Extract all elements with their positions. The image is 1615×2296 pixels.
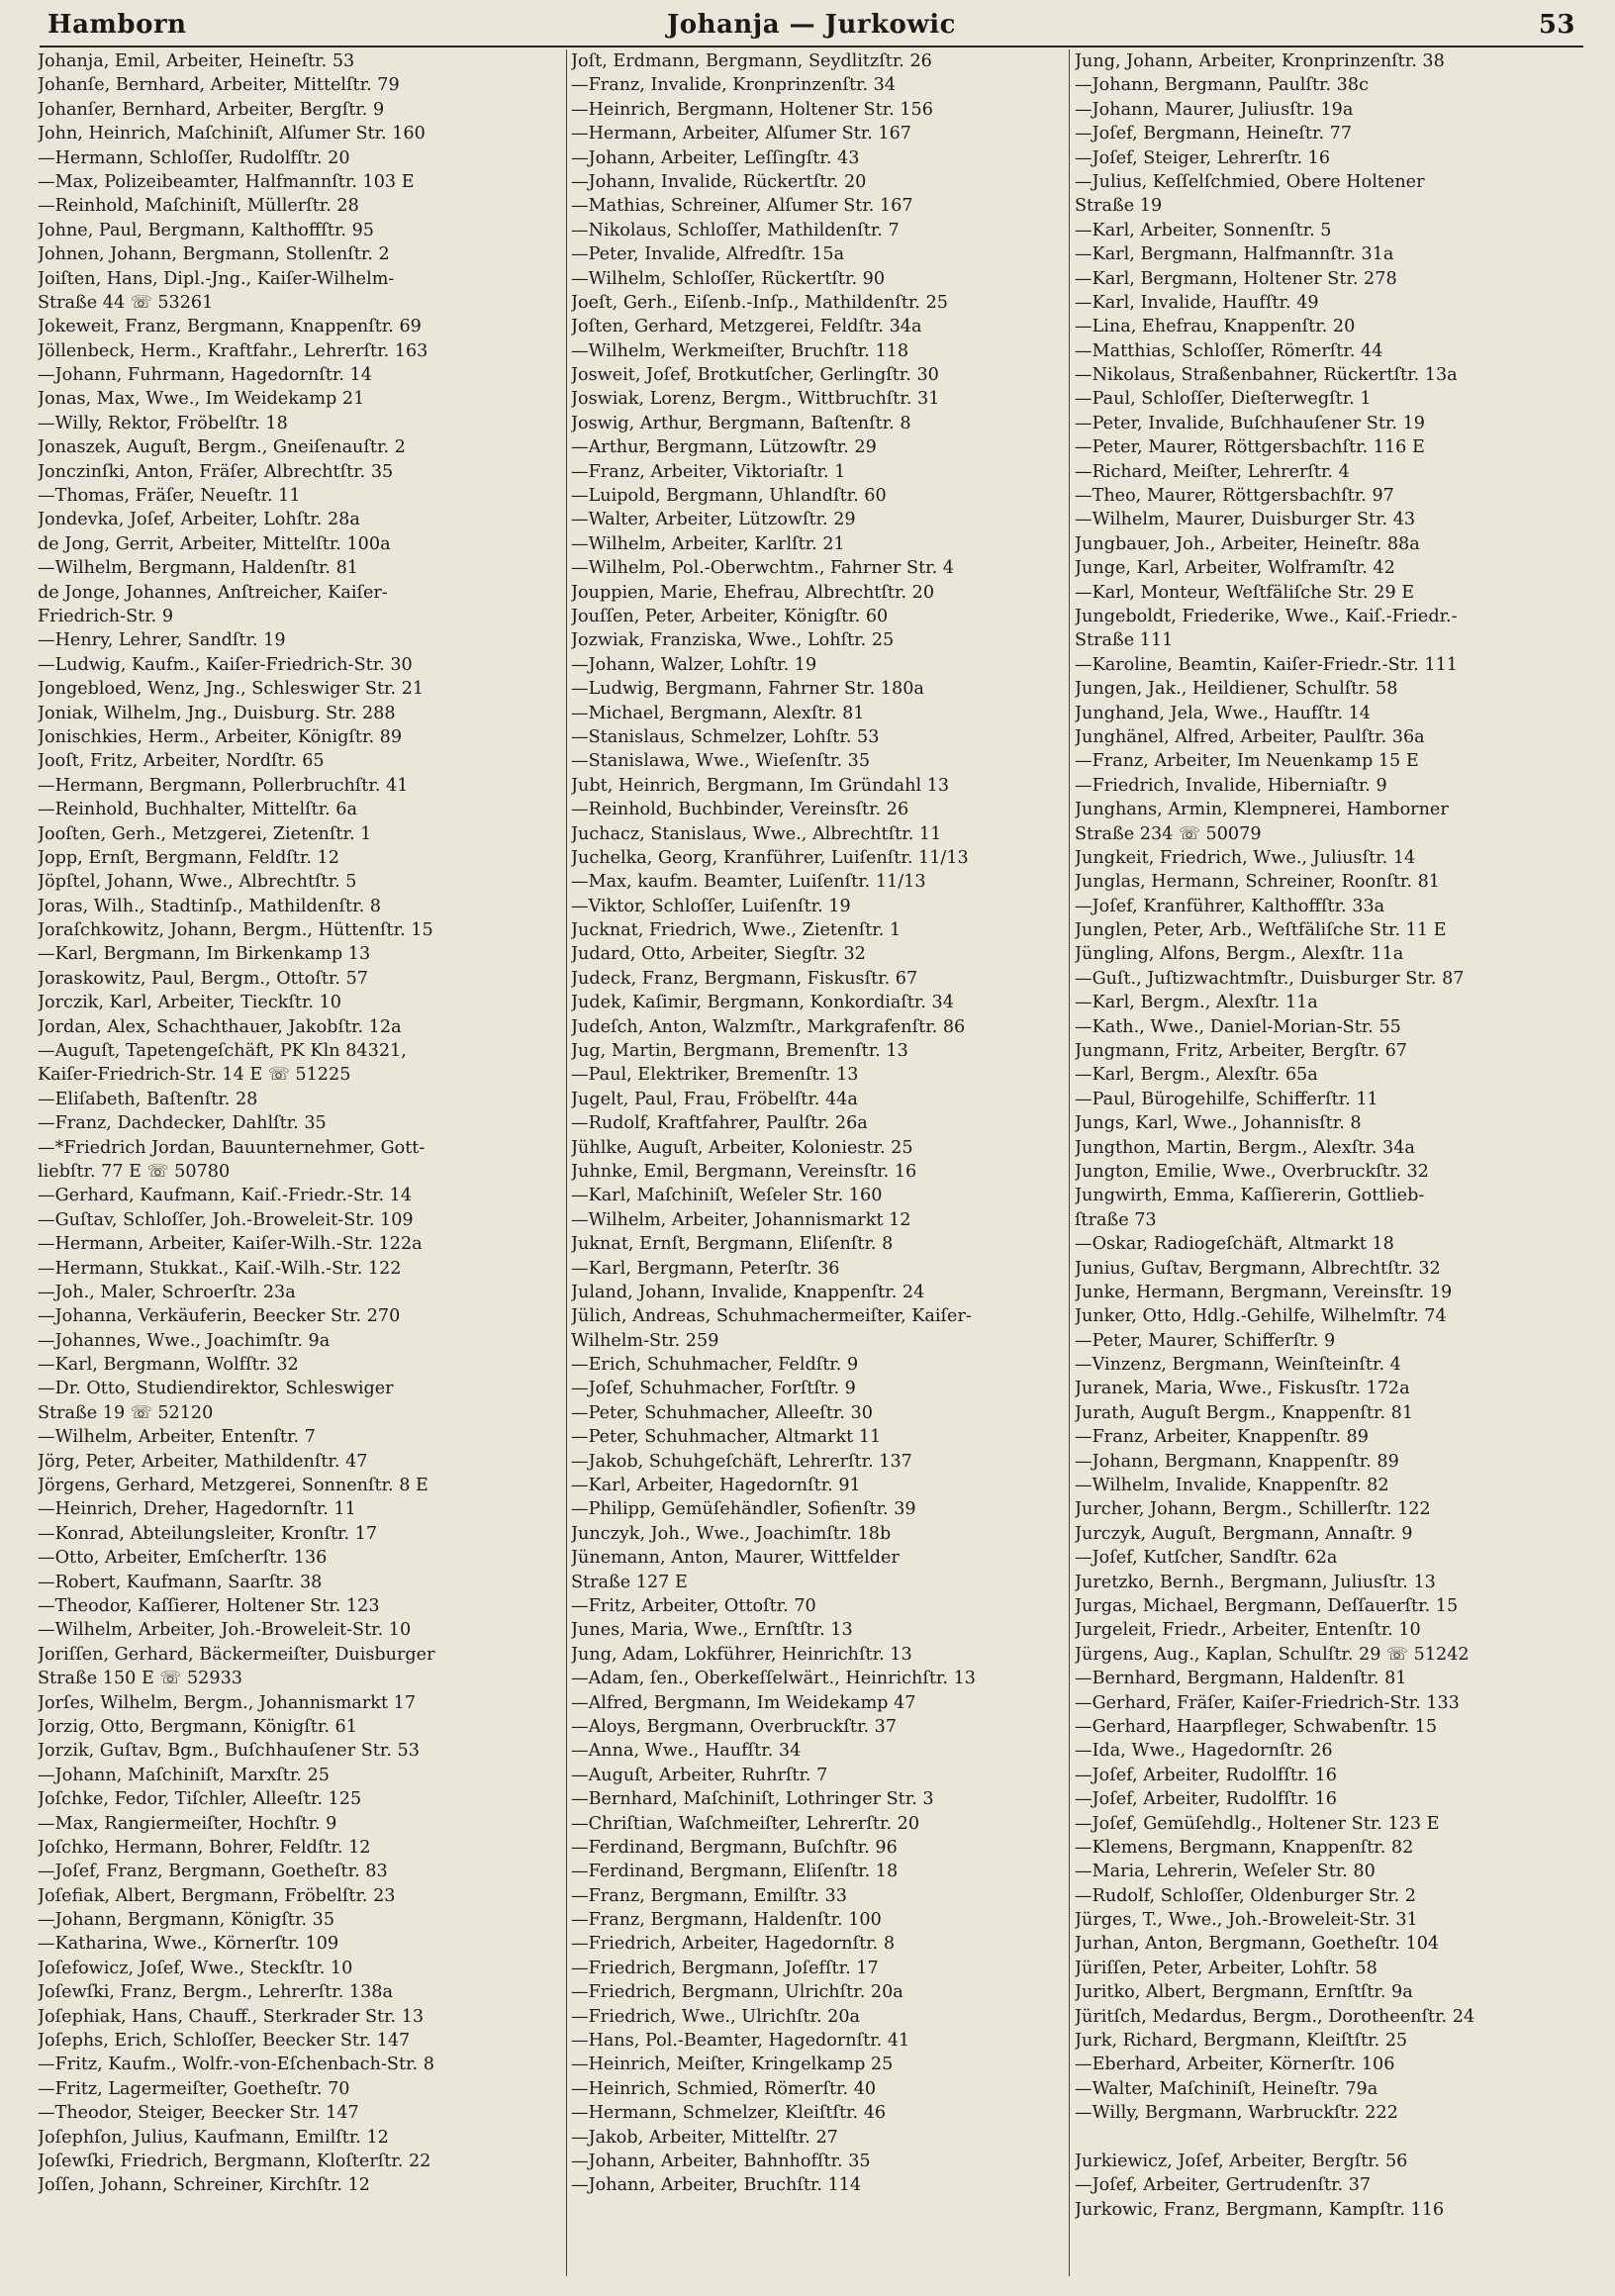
directory-entry: —Karl, Arbeiter, Sonnenſtr. 5 [1075, 220, 1332, 240]
directory-entry: —Aloys, Bergmann, Overbruckſtr. 37 [571, 1716, 898, 1737]
directory-entry: —Hermann, Arbeiter, Alſumer Str. 167 [571, 124, 911, 144]
directory-entry: —Heinrich, Dreher, Hagedornſtr. 11 [38, 1499, 356, 1520]
directory-entry: Jüritſch, Medardus, Bergm., Dorotheenſtr. 24 [1075, 2006, 1475, 2027]
directory-entry: —Friedrich, Invalide, Hiberniaſtr. 9 [1075, 775, 1387, 796]
directory-entry: Jurgeleit, Friedr., Arbeiter, Entenſtr. 10 [1075, 1620, 1421, 1641]
directory-entry: Johanſer, Bernhard, Arbeiter, Bergſtr. 9 [38, 99, 385, 120]
directory-entry: Jondevka, Joſef, Arbeiter, Lohſtr. 28a [38, 510, 360, 530]
directory-entry: John, Heinrich, Maſchiniſt, Alſumer Str. 160 [38, 124, 426, 144]
directory-entry: —Gerhard, Haarpfleger, Schwabenſtr. 15 [1075, 1716, 1438, 1737]
directory-entry: —Maria, Lehrerin, Weſeler Str. 80 [1075, 1862, 1376, 1882]
directory-entry: Jubt, Heinrich, Bergmann, Im Gründahl 13 [571, 775, 950, 796]
directory-entry: Jorzik, Guſtav, Bgm., Buſchhauſener Str. 53 [38, 1741, 420, 1762]
directory-entry: —Wilhelm, Invalide, Knappenſtr. 82 [1075, 1476, 1389, 1496]
directory-entry: —Nikolaus, Schloſſer, Mathildenſtr. 7 [571, 220, 900, 240]
directory-entry: Jungs, Karl, Wwe., Johannisſtr. 8 [1075, 1113, 1362, 1134]
directory-entry: de Jonge, Johannes, Anſtreicher, Kaiſer- [38, 582, 388, 603]
directory-entry: —Philipp, Gemüſehändler, Sofienſtr. 39 [571, 1499, 916, 1520]
directory-entry: Straße 111 [1075, 630, 1174, 651]
directory-entry: Kaiſer-Friedrich-Str. 14 E ☏ 51225 [38, 1065, 351, 1086]
directory-entry: Judard, Otto, Arbeiter, Siegſtr. 32 [571, 944, 866, 965]
directory-entry: —Franz, Bergmann, Haldenſtr. 100 [571, 1910, 882, 1931]
directory-entry: Joraſchkowitz, Johann, Bergm., Hüttenſtr. 15 [38, 920, 433, 941]
running-head: Johanja — Jurkowic [666, 10, 956, 40]
directory-entry: —Henry, Lehrer, Sandſtr. 19 [38, 630, 286, 651]
directory-entry: Joraskowitz, Paul, Bergm., Ottoſtr. 57 [38, 968, 368, 989]
directory-entry: —Friedrich, Wwe., Ulrichſtr. 20a [571, 2006, 861, 2027]
directory-entry: —Peter, Invalide, Alfredſtr. 15a [571, 244, 845, 265]
directory-entry: Jokeweit, Franz, Bergmann, Knappenſtr. 69 [38, 317, 422, 337]
directory-entry: —Jakob, Schuhgeſchäft, Lehrerſtr. 137 [571, 1451, 912, 1472]
directory-entry: —Fritz, Kaufm., Wolfr.-von-Eſchenbach-Str. 8 [38, 2055, 434, 2075]
directory-entry [1075, 2126, 1607, 2150]
directory-entry: Jongebloed, Wenz, Jng., Schleswiger Str. 21 [38, 679, 425, 700]
directory-entry: de Jong, Gerrit, Arbeiter, Mittelſtr. 100a [38, 533, 391, 554]
directory-entry: —Bernhard, Maſchiniſt, Lothringer Str. 3 [571, 1789, 934, 1810]
directory-entry: —Friedrich, Arbeiter, Hagedornſtr. 8 [571, 1934, 896, 1955]
directory-entry: —Walter, Maſchiniſt, Heineſtr. 79a [1075, 2078, 1378, 2099]
directory-entry: —Chriſtian, Waſchmeiſter, Lehrerſtr. 20 [571, 1813, 920, 1834]
directory-entry: liebſtr. 77 E ☏ 50780 [38, 1161, 231, 1182]
directory-entry: —Mathias, Schreiner, Alſumer Str. 167 [571, 196, 913, 217]
directory-entry: —Johann, Arbeiter, Leſſingſtr. 43 [571, 147, 860, 168]
directory-entry: —Adam, ſen., Oberkeſſelwärt., Heinrichſtr. 13 [571, 1669, 976, 1689]
directory-entry: Jonaszek, Auguſt, Bergm., Gneiſenauſtr. 2 [38, 437, 406, 458]
directory-entry: —Karoline, Beamtin, Kaiſer-Friedr.-Str. 111 [1075, 654, 1458, 675]
directory-entry: —Anna, Wwe., Haufſtr. 34 [571, 1741, 802, 1762]
directory-entry: —Hermann, Stukkat., Kaiſ.-Wilh.-Str. 122 [38, 1258, 402, 1279]
column-divider [1069, 49, 1070, 2276]
directory-entry: —Matthias, Schloſſer, Römerſtr. 44 [1075, 340, 1383, 361]
directory-entry: Jorſes, Wilhelm, Bergm., Johannismarkt 17 [38, 1692, 417, 1713]
directory-entry: Joras, Wilh., Stadtinſp., Mathildenſtr. 8 [38, 896, 381, 916]
directory-entry: —Kath., Wwe., Daniel-Morian-Str. 55 [1075, 1016, 1401, 1037]
directory-entry: Jozwiak, Franziska, Wwe., Lohſtr. 25 [571, 630, 895, 651]
directory-entry: —Heinrich, Schmied, Römerſtr. 40 [571, 2078, 877, 2099]
directory-entry: Jungton, Emilie, Wwe., Overbruckſtr. 32 [1075, 1161, 1429, 1182]
directory-entry: —Bernhard, Bergmann, Haldenſtr. 81 [1075, 1669, 1407, 1689]
directory-entry: —Arthur, Bergmann, Lützowſtr. 29 [571, 437, 877, 458]
directory-entry: Joſſen, Johann, Schreiner, Kirchſtr. 12 [38, 2175, 370, 2196]
directory-entry: —Karl, Maſchiniſt, Weſeler Str. 160 [571, 1186, 883, 1206]
directory-entry: Jungen, Jak., Heildiener, Schulſtr. 58 [1075, 679, 1398, 700]
directory-entry: Junius, Guſtav, Bergmann, Albrechtſtr. 32 [1075, 1258, 1441, 1279]
directory-entry: —Karl, Bergmann, Holtener Str. 278 [1075, 268, 1397, 289]
directory-entry: —Jakob, Arbeiter, Mittelſtr. 27 [571, 2127, 838, 2148]
directory-entry: —Franz, Invalide, Kronprinzenſtr. 34 [571, 75, 897, 96]
directory-entry: Wilhelm-Str. 259 [571, 1330, 719, 1351]
directory-entry: Jüriſſen, Peter, Arbeiter, Lohſtr. 58 [1075, 1958, 1378, 1978]
directory-entry: Jöllenbeck, Herm., Kraftfahr., Lehrerſtr. 163 [38, 340, 428, 361]
directory-entry: —Johann, Walzer, Lohſtr. 19 [571, 654, 817, 675]
directory-entry: Joſefiak, Albert, Bergmann, Fröbelſtr. 23 [38, 1885, 396, 1906]
directory-entry: —Joſef, Arbeiter, Rudolfſtr. 16 [1075, 1789, 1337, 1810]
directory-entry: Jug, Martin, Bergmann, Bremenſtr. 13 [571, 1041, 908, 1062]
directory-entry: —Johann, Bergmann, Knappenſtr. 89 [1075, 1451, 1399, 1472]
directory-entry: Straße 19 [1075, 196, 1163, 217]
directory-entry: Straße 127 E [571, 1572, 688, 1592]
directory-entry: —Franz, Arbeiter, Im Neuenkamp 15 E [1075, 751, 1419, 772]
directory-entry: —Wilhelm, Arbeiter, Karlſtr. 21 [571, 533, 845, 554]
directory-entry: —Paul, Schloſſer, Dieſterwegſtr. 1 [1075, 389, 1372, 410]
directory-entry: —Johann, Invalide, Rückertſtr. 20 [571, 171, 867, 192]
directory-entry: Junes, Maria, Wwe., Ernſtſtr. 13 [571, 1620, 853, 1641]
directory-entry: —Peter, Schuhmacher, Alleeſtr. 30 [571, 1402, 873, 1423]
directory-entry: —Auguſt, Tapetengeſchäft, PK Kln 84321, [38, 1041, 407, 1062]
directory-entry: Juhnke, Emil, Bergmann, Vereinsſtr. 16 [571, 1161, 917, 1182]
directory-entry: ſtraße 73 [1075, 1209, 1157, 1230]
directory-entry: Juknat, Ernſt, Bergmann, Eliſenſtr. 8 [571, 1234, 894, 1255]
directory-entry: Jürgens, Aug., Kaplan, Schulſtr. 29 ☏ 51242 [1075, 1644, 1470, 1665]
directory-entry: —Thomas, Fräſer, Neueſtr. 11 [38, 486, 301, 507]
directory-entry: Jurcher, Johann, Bergm., Schillerſtr. 122 [1075, 1499, 1431, 1520]
directory-entry: —Franz, Dachdecker, Dahlſtr. 35 [38, 1113, 327, 1134]
directory-entry: Jouſſen, Peter, Arbeiter, Königſtr. 60 [571, 606, 889, 626]
directory-entry: Juchacz, Stanislaus, Wwe., Albrechtſtr. 11 [571, 823, 942, 844]
directory-entry: Jucknat, Friedrich, Wwe., Zietenſtr. 1 [571, 920, 902, 941]
directory-entry: Junczyk, Joh., Wwe., Joachimſtr. 18b [571, 1523, 892, 1544]
directory-entry: —Ferdinand, Bergmann, Eliſenſtr. 18 [571, 1862, 899, 1882]
page-header [40, 6, 1583, 48]
directory-entry: —Friedrich, Bergmann, Joſefſtr. 17 [571, 1958, 879, 1978]
directory-entry: Jungwirth, Emma, Kaſſiererin, Gottlieb- [1075, 1186, 1425, 1206]
directory-entry: Juritko, Albert, Bergmann, Ernſtſtr. 9a [1075, 1982, 1413, 2003]
directory-entry: —Johann, Fuhrmann, Hagedornſtr. 14 [38, 365, 372, 386]
directory-entry: —Karl, Bergmann, Im Birkenkamp 13 [38, 944, 371, 965]
directory-entry: —Max, Rangiermeiſter, Hochſtr. 9 [38, 1813, 337, 1834]
directory-entry: —Johann, Arbeiter, Bruchſtr. 114 [571, 2175, 862, 2196]
directory-entry: Joiſten, Hans, Dipl.-Jng., Kaiſer-Wilhelm- [38, 268, 395, 289]
directory-entry: —Alfred, Bergmann, Im Weidekamp 47 [571, 1692, 916, 1713]
column-left [38, 49, 570, 2286]
directory-entry: —Reinhold, Maſchiniſt, Müllerſtr. 28 [38, 196, 359, 217]
directory-entry: —Theodor, Steiger, Beecker Str. 147 [38, 2103, 359, 2124]
directory-entry: Joſten, Gerhard, Metzgerei, Feldſtr. 34a [571, 317, 922, 337]
directory-entry: Junge, Karl, Arbeiter, Wolframſtr. 42 [1075, 558, 1395, 579]
directory-entry: —Theo, Maurer, Röttgersbachſtr. 97 [1075, 486, 1394, 507]
directory-entry: —Hermann, Schloſſer, Rudolfſtr. 20 [38, 147, 350, 168]
directory-entry: Jooſten, Gerh., Metzgerei, Zietenſtr. 1 [38, 823, 372, 844]
directory-entry: Jurgas, Michael, Bergmann, Deſſauerſtr. 15 [1075, 1596, 1459, 1616]
directory-entry: —Karl, Bergm., Alexſtr. 11a [1075, 993, 1318, 1013]
directory-entry: —Paul, Elektriker, Bremenſtr. 13 [571, 1065, 859, 1086]
directory-entry: Jülich, Andreas, Schuhmachermeiſter, Kaiſer- [571, 1306, 972, 1327]
directory-entry: —Ida, Wwe., Hagedornſtr. 26 [1075, 1741, 1333, 1762]
directory-entry: —Wilhelm, Arbeiter, Entenſtr. 7 [38, 1427, 316, 1448]
directory-entry: Jöpſtel, Johann, Wwe., Albrechtſtr. 5 [38, 872, 357, 893]
directory-entry: Jordan, Alex, Schachthauer, Jakobſtr. 12a [38, 1016, 402, 1037]
directory-entry: —Joſef, Franz, Bergmann, Goetheſtr. 83 [38, 1862, 388, 1882]
directory-entry: —Michael, Bergmann, Alexſtr. 81 [571, 703, 865, 723]
directory-entry: —Wilhelm, Pol.-Oberwchtm., Fahrner Str. 4 [571, 558, 954, 579]
directory-entry: Judeſch, Anton, Walzmſtr., Markgrafenſtr. 86 [571, 1016, 966, 1037]
directory-entry: Straße 234 ☏ 50079 [1075, 823, 1262, 844]
directory-entry: Jüngling, Alfons, Bergm., Alexſtr. 11a [1075, 944, 1404, 965]
directory-entry: —Willy, Rektor, Fröbelſtr. 18 [38, 413, 288, 433]
directory-entry: —Hermann, Arbeiter, Kaiſer-Wilh.-Str. 122a [38, 1234, 423, 1255]
directory-entry: —Joſef, Arbeiter, Rudolfſtr. 16 [1075, 1765, 1337, 1785]
directory-entry: —Johann, Bergmann, Königſtr. 35 [38, 1910, 335, 1931]
directory-entry: —Lina, Ehefrau, Knappenſtr. 20 [1075, 317, 1356, 337]
directory-entry: Joſephiak, Hans, Chauff., Sterkrader Str. 13 [38, 2006, 425, 2027]
directory-entry: —Ludwig, Bergmann, Fahrner Str. 180a [571, 679, 924, 700]
directory-entry: Jörg, Peter, Arbeiter, Mathildenſtr. 47 [38, 1451, 368, 1472]
directory-entry: Junker, Otto, Hdlg.-Gehilfe, Wilhelmſtr. 74 [1075, 1306, 1447, 1327]
directory-entry: —Rudolf, Kraftfahrer, Paulſtr. 26a [571, 1113, 868, 1134]
directory-entry: —Johanna, Verkäuferin, Beecker Str. 270 [38, 1306, 401, 1327]
directory-entry: —Wilhelm, Arbeiter, Joh.-Broweleit-Str. 10 [38, 1620, 412, 1641]
directory-entry: Jurkiewicz, Joſef, Arbeiter, Bergſtr. 56 [1075, 2151, 1408, 2171]
directory-entry: Juland, Johann, Invalide, Knappenſtr. 24 [571, 1282, 925, 1302]
directory-entry: Joſefowicz, Joſef, Wwe., Steckſtr. 10 [38, 1958, 353, 1978]
directory-entry: —Karl, Bergm., Alexſtr. 65a [1075, 1065, 1318, 1086]
directory-entry: —Wilhelm, Schloſſer, Rückertſtr. 90 [571, 268, 886, 289]
directory-entry: —Rudolf, Schloſſer, Oldenburger Str. 2 [1075, 1885, 1416, 1906]
directory-entry: Joniak, Wilhelm, Jng., Duisburg. Str. 288 [38, 703, 396, 723]
directory-entry: —Auguſt, Arbeiter, Ruhrſtr. 7 [571, 1765, 828, 1785]
directory-entry: Jung, Adam, Lokführer, Heinrichſtr. 13 [571, 1644, 912, 1665]
directory-entry: Straße 150 E ☏ 52933 [38, 1669, 242, 1689]
directory-entry: —Eberhard, Arbeiter, Körnerſtr. 106 [1075, 2055, 1395, 2075]
directory-entry: —Hermann, Schmelzer, Kleiſtſtr. 46 [571, 2103, 887, 2124]
directory-entry: —Ferdinand, Bergmann, Buſchſtr. 96 [571, 1837, 898, 1858]
directory-entry: Jungbauer, Joh., Arbeiter, Heineſtr. 88a [1075, 533, 1420, 554]
directory-entry: —Joſef, Kutſcher, Sandſtr. 62a [1075, 1548, 1338, 1569]
directory-entry: Junghänel, Alfred, Arbeiter, Paulſtr. 36a [1075, 726, 1425, 747]
directory-entry: —Max, Polizeibeamter, Halfmannſtr. 103 E [38, 171, 415, 192]
directory-entry: —Klemens, Bergmann, Knappenſtr. 82 [1075, 1837, 1414, 1858]
directory-entry: —Walter, Arbeiter, Lützowſtr. 29 [571, 510, 856, 530]
directory-entry: Joſewſki, Franz, Bergm., Lehrerſtr. 138a [38, 1982, 393, 2003]
directory-entry: —Franz, Arbeiter, Knappenſtr. 89 [1075, 1427, 1369, 1448]
directory-entry: Joswiak, Lorenz, Bergm., Wittbruchſtr. 31 [571, 389, 940, 410]
directory-entry: Joſt, Erdmann, Bergmann, Seydlitzſtr. 26 [571, 51, 932, 71]
directory-entry: —Wilhelm, Arbeiter, Johannismarkt 12 [571, 1209, 911, 1230]
directory-entry: —Karl, Bergmann, Peterſtr. 36 [571, 1258, 840, 1279]
directory-entry: Junghans, Armin, Klempnerei, Hamborner [1075, 800, 1449, 820]
directory-entry: Jungkeit, Friedrich, Wwe., Juliusſtr. 14 [1075, 847, 1416, 868]
directory-entry: —Wilhelm, Bergmann, Haldenſtr. 81 [38, 558, 358, 579]
directory-entry: Jorzig, Otto, Bergmann, Königſtr. 61 [38, 1716, 357, 1737]
directory-entry: Josweit, Joſef, Brotkutſcher, Gerlingſtr. 30 [571, 365, 939, 386]
directory-entry: —Peter, Maurer, Schifferſtr. 9 [1075, 1330, 1336, 1351]
directory-entry: Jugelt, Paul, Frau, Fröbelſtr. 44a [571, 1089, 858, 1109]
directory-entry: —Viktor, Schloſſer, Luiſenſtr. 19 [571, 896, 851, 916]
directory-entry: —Stanislawa, Wwe., Wieſenſtr. 35 [571, 751, 871, 772]
directory-entry: —Joſef, Arbeiter, Gertrudenſtr. 37 [1075, 2175, 1372, 2196]
directory-entry: Joſewſki, Friedrich, Bergmann, Kloſterſtr. 22 [38, 2151, 431, 2171]
directory-entry: —Fritz, Lagermeiſter, Goetheſtr. 70 [38, 2078, 350, 2099]
directory-entry: Joſephſon, Julius, Kaufmann, Emilſtr. 12 [38, 2127, 389, 2148]
directory-entry: —Karl, Invalide, Haufſtr. 49 [1075, 292, 1319, 313]
directory-entry: Joſchko, Hermann, Bohrer, Feldſtr. 12 [38, 1837, 371, 1858]
directory-entry: —Gerhard, Kaufmann, Kaiſ.-Friedr.-Str. 14 [38, 1186, 413, 1206]
directory-entry: —Wilhelm, Werkmeiſter, Bruchſtr. 118 [571, 340, 909, 361]
directory-entry: —Karl, Arbeiter, Hagedornſtr. 91 [571, 1476, 861, 1496]
directory-entry: —Nikolaus, Straßenbahner, Rückertſtr. 13a [1075, 365, 1458, 386]
directory-entry: Jung, Johann, Arbeiter, Kronprinzenſtr. 38 [1075, 51, 1445, 71]
directory-entry: Judek, Kaſimir, Bergmann, Konkordiaſtr. 34 [571, 993, 954, 1013]
directory-entry: Joſchke, Fedor, Tiſchler, Alleeſtr. 125 [38, 1789, 362, 1810]
directory-entry: —Guſtav, Schloſſer, Joh.-Broweleit-Str. 109 [38, 1209, 414, 1230]
directory-entry: —Johann, Bergmann, Paulſtr. 38c [1075, 75, 1369, 96]
directory-entry: Jurhan, Anton, Bergmann, Goetheſtr. 104 [1075, 1934, 1440, 1955]
directory-entry: —*Friedrich Jordan, Bauunternehmer, Gott- [38, 1137, 426, 1158]
column-right [1075, 49, 1607, 2286]
directory-entry: Johnen, Johann, Bergmann, Stollenſtr. 2 [38, 244, 390, 265]
directory-entry: —Paul, Bürogehilfe, Schifferſtr. 11 [1075, 1089, 1378, 1109]
directory-entry: —Joſef, Schuhmacher, Forſtſtr. 9 [571, 1379, 856, 1399]
directory-entry: —Johann, Maſchiniſt, Marxſtr. 25 [38, 1765, 330, 1785]
directory-entry: Junke, Hermann, Bergmann, Vereinsſtr. 19 [1075, 1282, 1453, 1302]
directory-entry: Jungthon, Martin, Bergm., Alexſtr. 34a [1075, 1137, 1415, 1158]
directory-entry: Straße 19 ☏ 52120 [38, 1402, 214, 1423]
directory-entry: Jonczinſki, Anton, Fräſer, Albrechtſtr. 35 [38, 461, 394, 482]
directory-entry: —Richard, Meiſter, Lehrerſtr. 4 [1075, 461, 1350, 482]
directory-entry: —Max, kaufm. Beamter, Luiſenſtr. 11/13 [571, 872, 926, 893]
directory-entry: Straße 44 ☏ 53261 [38, 292, 214, 313]
directory-entry: —Friedrich, Bergmann, Ulrichſtr. 20a [571, 1982, 903, 2003]
directory-entry: —Ludwig, Kaufm., Kaiſer-Friedrich-Str. 30 [38, 654, 413, 675]
directory-entry: —Joh., Maler, Schroerſtr. 23a [38, 1282, 296, 1302]
directory-entry: —Peter, Invalide, Buſchhauſener Str. 19 [1075, 413, 1425, 433]
directory-entry: Juranek, Maria, Wwe., Fiskusſtr. 172a [1075, 1379, 1410, 1399]
directory-entry: Jünemann, Anton, Maurer, Wittfelder [571, 1548, 900, 1569]
directory-entry: —Vinzenz, Bergmann, Weinſteinſtr. 4 [1075, 1355, 1401, 1376]
directory-entry: Joriſſen, Gerhard, Bäckermeiſter, Duisburger [38, 1644, 435, 1665]
directory-entry: —Eliſabeth, Baſtenſtr. 28 [38, 1089, 258, 1109]
directory-entry: —Karl, Bergmann, Wolfſtr. 32 [38, 1355, 299, 1376]
directory-entry: —Willy, Bergmann, Warbruckſtr. 222 [1075, 2103, 1398, 2124]
directory-entry: —Oskar, Radiogeſchäft, Altmarkt 18 [1075, 1234, 1394, 1255]
directory-entry: Joeſt, Gerh., Eiſenb.-Inſp., Mathildenſtr. 25 [571, 292, 948, 313]
directory-entry: —Joſef, Steiger, Lehrerſtr. 16 [1075, 147, 1331, 168]
directory-entry: —Robert, Kaufmann, Saarſtr. 38 [38, 1572, 323, 1592]
column-middle [571, 49, 1066, 2286]
directory-entry: —Johannes, Wwe., Joachimſtr. 9a [38, 1330, 331, 1351]
directory-entry: Joſephs, Erich, Schloſſer, Beecker Str. 147 [38, 2031, 411, 2052]
directory-entry: —Guſt., Juſtizwachtmſtr., Duisburger Str. 87 [1075, 968, 1465, 989]
directory-entry: Jurkowic, Franz, Bergmann, Kampſtr. 116 [1075, 2199, 1445, 2220]
directory-entry: —Luipold, Bergmann, Uhlandſtr. 60 [571, 486, 887, 507]
directory-entry: Judeck, Franz, Bergmann, Fiskusſtr. 67 [571, 968, 918, 989]
directory-entry: Jungeboldt, Friederike, Wwe., Kaiſ.-Friedr.- [1075, 606, 1458, 626]
directory-entry: —Julius, Keſſelſchmied, Obere Holtener [1075, 171, 1425, 192]
city-name: Hamborn [48, 10, 187, 40]
directory-entry: —Erich, Schuhmacher, Feldſtr. 9 [571, 1355, 859, 1376]
directory-entry: Johanja, Emil, Arbeiter, Heineſtr. 53 [38, 51, 355, 71]
directory-entry: —Theodor, Kaſſierer, Holtener Str. 123 [38, 1596, 380, 1616]
directory-entry: Johne, Paul, Bergmann, Kalthoffſtr. 95 [38, 220, 375, 240]
directory-entry: Jorczik, Karl, Arbeiter, Tieckſtr. 10 [38, 993, 341, 1013]
directory-entry: Jurczyk, Auguſt, Bergmann, Annaſtr. 9 [1075, 1523, 1413, 1544]
directory-entry: Jonas, Max, Wwe., Im Weidekamp 21 [38, 389, 365, 410]
directory-entry: —Joſef, Gemüſehdlg., Holtener Str. 123 E [1075, 1813, 1440, 1834]
directory-entry: —Peter, Schuhmacher, Altmarkt 11 [571, 1427, 882, 1448]
directory-entry: Juretzko, Bernh., Bergmann, Juliusſtr. 13 [1075, 1572, 1436, 1592]
directory-entry: —Wilhelm, Maurer, Duisburger Str. 43 [1075, 510, 1416, 530]
directory-entry: —Gerhard, Fräſer, Kaiſer-Friedrich-Str. 133 [1075, 1692, 1460, 1713]
directory-entry: —Hans, Pol.-Beamter, Hagedornſtr. 41 [571, 2031, 910, 2052]
directory-entry: —Hermann, Bergmann, Pollerbruchſtr. 41 [38, 775, 409, 796]
directory-entry: —Reinhold, Buchhalter, Mittelſtr. 6a [38, 800, 357, 820]
directory-entry: Jouppien, Marie, Ehefrau, Albrechtſtr. 20 [571, 582, 935, 603]
directory-entry: Jurath, Auguſt Bergm., Knappenſtr. 81 [1075, 1402, 1414, 1423]
directory-entry: Joswig, Arthur, Bergmann, Baſtenſtr. 8 [571, 413, 911, 433]
directory-entry: Jühlke, Auguſt, Arbeiter, Koloniestr. 25 [571, 1137, 913, 1158]
directory-entry: Junglas, Hermann, Schreiner, Roonſtr. 81 [1075, 872, 1440, 893]
page-number: 53 [1538, 10, 1575, 40]
directory-entry: Jooſt, Fritz, Arbeiter, Nordſtr. 65 [38, 751, 325, 772]
directory-entry: Johanſe, Bernhard, Arbeiter, Mittelſtr. 79 [38, 75, 400, 96]
directory-entry: —Otto, Arbeiter, Emſcherſtr. 136 [38, 1548, 328, 1569]
directory-entry: Junghand, Jela, Wwe., Haufſtr. 14 [1075, 703, 1371, 723]
directory-entry: —Dr. Otto, Studiendirektor, Schleswiger [38, 1379, 394, 1399]
directory-entry: Juchelka, Georg, Kranführer, Luiſenſtr. 11/13 [571, 847, 969, 868]
directory-entry: Jungmann, Fritz, Arbeiter, Bergſtr. 67 [1075, 1041, 1407, 1062]
directory-entry: Jonischkies, Herm., Arbeiter, Königſtr. 89 [38, 726, 403, 747]
directory-entry: —Heinrich, Meiſter, Kringelkamp 25 [571, 2055, 894, 2075]
directory-entry: Jörgens, Gerhard, Metzgerei, Sonnenſtr. 8 E [38, 1476, 428, 1496]
directory-entry: —Heinrich, Bergmann, Holtener Str. 156 [571, 99, 933, 120]
directory-entry: —Fritz, Arbeiter, Ottoſtr. 70 [571, 1596, 816, 1616]
directory-entry: —Johann, Maurer, Juliusſtr. 19a [1075, 99, 1354, 120]
directory-entry: —Joſef, Kranführer, Kalthoffſtr. 33a [1075, 896, 1385, 916]
directory-entry: —Peter, Maurer, Röttgersbachſtr. 116 E [1075, 437, 1425, 458]
directory-entry: —Stanislaus, Schmelzer, Lohſtr. 53 [571, 726, 880, 747]
directory-entry: —Franz, Bergmann, Emilſtr. 33 [571, 1885, 847, 1906]
directory-entry: Jürges, T., Wwe., Joh.-Broweleit-Str. 31 [1075, 1910, 1418, 1931]
directory-entry: —Konrad, Abteilungsleiter, Kronſtr. 17 [38, 1523, 378, 1544]
directory-entry: Friedrich-Str. 9 [38, 606, 174, 626]
directory-entry: Junglen, Peter, Arb., Weſtfäliſche Str. 11 E [1075, 920, 1447, 941]
directory-entry: —Karl, Monteur, Weſtfäliſche Str. 29 E [1075, 582, 1415, 603]
directory-entry: —Katharina, Wwe., Körnerſtr. 109 [38, 1934, 339, 1955]
directory-entry: —Joſef, Bergmann, Heineſtr. 77 [1075, 124, 1353, 144]
directory-entry: —Reinhold, Buchbinder, Vereinsſtr. 26 [571, 800, 909, 820]
directory-entry: —Johann, Arbeiter, Bahnhofſtr. 35 [571, 2151, 871, 2171]
directory-entry: —Karl, Bergmann, Halfmannſtr. 31a [1075, 244, 1394, 265]
directory-entry: Jurk, Richard, Bergmann, Kleiſtſtr. 25 [1075, 2031, 1408, 2052]
directory-entry: Jopp, Ernſt, Bergmann, Feldſtr. 12 [38, 847, 339, 868]
directory-entry: —Franz, Arbeiter, Viktoriaſtr. 1 [571, 461, 846, 482]
